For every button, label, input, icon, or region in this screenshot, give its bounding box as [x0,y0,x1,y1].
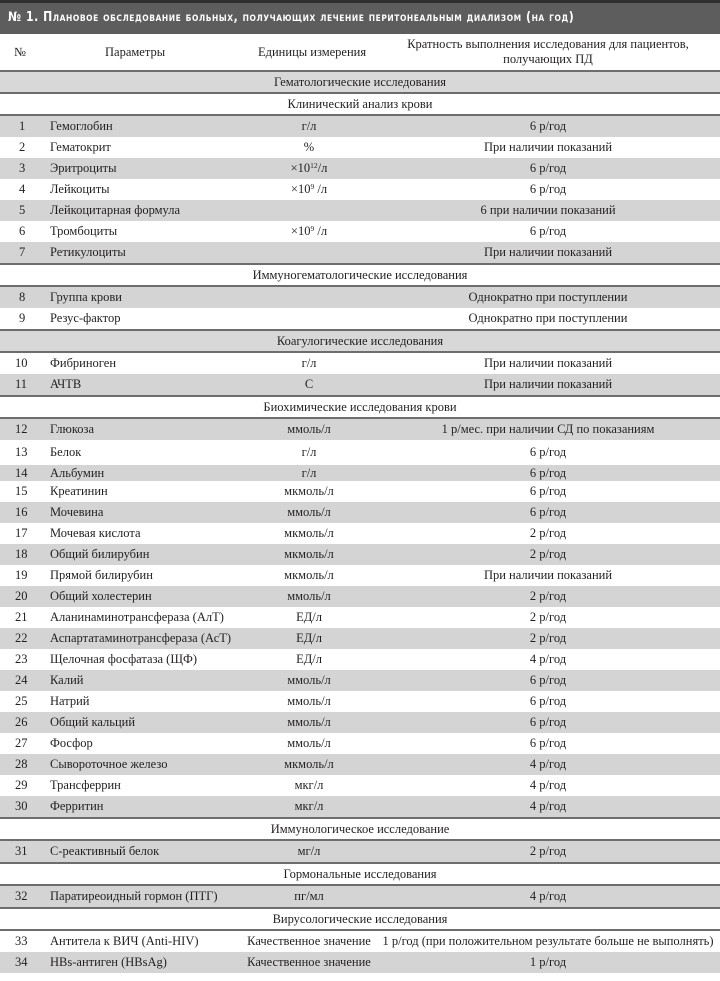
row-parameter: Лейкоцитарная формула [42,200,242,221]
row-parameter: Прямой билирубин [50,568,153,582]
table-title-bar [0,0,720,34]
row-parameter: Общий холестерин [42,586,242,607]
row-frequency: 6 р/год [529,484,567,498]
examination-table [0,34,720,973]
row-number: 16 [0,502,42,523]
row-frequency: При наличии показаний [483,568,613,582]
row-frequency: 2 р/год [376,628,720,649]
unit-exponent: 9 [310,182,315,191]
row-frequency: 1 р/год [376,952,720,973]
row-unit: ммоль/л [242,502,376,523]
row-frequency: 6 р/год [376,502,720,523]
row-frequency: 2 р/год [529,526,567,540]
row-unit [242,179,376,200]
row-frequency: 6 р/год [376,670,720,691]
table-row [0,544,720,565]
header-units: Единицы измерения [242,34,376,71]
table-row [0,179,720,200]
section-title: Гормональные исследования [0,863,720,885]
row-number: 27 [15,736,28,750]
row-parameter: Натрий [50,694,90,708]
row-unit: мкг/л [294,778,324,792]
row-number: 12 [0,418,42,440]
row-parameter: Общий кальций [42,712,242,733]
row-parameter: Мочевина [42,502,242,523]
row-frequency: 4 р/год [529,652,567,666]
section-title: Иммуногематологические исследования [0,264,720,286]
row-unit: г/л [301,445,317,459]
table-row [0,840,720,863]
unit-prefix: ×10 [290,224,311,238]
table-header-row [0,34,720,71]
table-row [0,115,720,137]
row-number: 10 [15,356,28,370]
row-number: 5 [0,200,42,221]
row-parameter: Глюкоза [42,418,242,440]
row-frequency: Однократно при поступлении [376,286,720,308]
section-title: Коагулогические исследования [0,330,720,352]
unit-exponent: 9 [310,224,315,233]
row-unit: ЕД/л [296,652,322,666]
section-row-hematology [0,71,720,93]
row-number: 29 [15,778,28,792]
row-parameter: Тромбоциты [50,224,118,238]
row-unit: г/л [301,356,317,370]
row-frequency: 6 р/год [529,445,567,459]
row-parameter: АЧТВ [42,374,242,396]
row-parameter: С-реактивный белок [42,840,242,863]
row-parameter: Аспартатаминотрансфераза (АсТ) [42,628,242,649]
table-row [0,607,720,628]
row-frequency: 6 при наличии показаний [376,200,720,221]
section-title: Клинический анализ крови [0,93,720,115]
row-parameter: Альбумин [42,465,242,481]
row-parameter: Общий билирубин [42,544,242,565]
table-row [0,754,720,775]
row-parameter: Группа крови [42,286,242,308]
row-number: 34 [0,952,42,973]
row-frequency: При наличии показаний [483,140,613,154]
row-number: 14 [0,465,42,481]
row-parameter: Гематокрит [50,140,111,154]
table-row [0,733,720,754]
table-title: № 1. Плановое обследование больных, получающих лечение перитонеальным диализом (на год) [8,10,575,25]
row-number: 13 [15,445,28,459]
row-number: 17 [15,526,28,540]
row-frequency: 1 р/год (при положительном результате больше не выполнять) [382,934,714,948]
row-frequency: При наличии показаний [376,374,720,396]
row-unit: С [242,374,376,396]
row-number: 19 [15,568,28,582]
row-number: 28 [0,754,42,775]
row-unit: ммоль/л [242,418,376,440]
row-number: 25 [15,694,28,708]
row-frequency: 6 р/год [529,694,567,708]
row-number: 1 [0,115,42,137]
row-frequency: 4 р/год [529,778,567,792]
row-frequency: 4 р/год [376,754,720,775]
row-number: 22 [0,628,42,649]
section-row-immunology [0,818,720,840]
table-row [0,523,720,544]
row-parameter: Антитела к ВИЧ (Anti-HIV) [50,934,199,948]
row-frequency: 6 р/год [376,712,720,733]
table-row [0,796,720,818]
unit-prefix: ×10 [290,161,311,175]
row-frequency: При наличии показаний [376,242,720,264]
section-row-immunohematology [0,264,720,286]
row-frequency: 6 р/год [529,224,567,238]
row-parameter: Мочевая кислота [50,526,141,540]
section-row-virology [0,908,720,930]
row-number: 31 [0,840,42,863]
row-unit: мкмоль/л [284,484,334,498]
row-number: 8 [0,286,42,308]
row-unit [242,286,376,308]
row-unit: ммоль/л [287,694,331,708]
table-row [0,586,720,607]
table-row [0,465,720,481]
table-row [0,628,720,649]
table-row [0,242,720,264]
row-number: 26 [0,712,42,733]
row-number: 30 [0,796,42,818]
row-parameter: HBs-антиген (HBsAg) [42,952,242,973]
row-unit: ммоль/л [242,712,376,733]
table-row [0,374,720,396]
row-unit: мкг/л [242,796,376,818]
table-row [0,670,720,691]
table-row [0,352,720,374]
row-parameter: Лейкоциты [50,182,110,196]
row-parameter: Креатинин [50,484,108,498]
row-unit: мкмоль/л [284,568,334,582]
table-row [0,221,720,242]
row-number: 7 [0,242,42,264]
row-unit: мкмоль/л [284,526,334,540]
section-title: Гематологические исследования [0,71,720,93]
row-parameter: Эритроциты [42,158,242,179]
row-number: 6 [19,224,26,238]
row-unit: ммоль/л [242,586,376,607]
unit-prefix: ×10 [290,182,311,196]
unit-suffix: /л [314,224,328,238]
row-unit: пг/мл [242,885,376,908]
row-unit: мкмоль/л [242,544,376,565]
row-parameter: Ретикулоциты [42,242,242,264]
table-row [0,200,720,221]
row-parameter: Гемоглобин [42,115,242,137]
row-frequency: 4 р/год [376,885,720,908]
row-number: 4 [19,182,26,196]
row-number: 2 [19,140,26,154]
header-number: № [0,34,42,71]
row-unit: Качественное значение [242,952,376,973]
row-frequency: 6 р/год [376,115,720,137]
row-unit: % [303,140,315,154]
row-number: 20 [0,586,42,607]
table-row [0,952,720,973]
row-number: 23 [15,652,28,666]
row-frequency: 2 р/год [376,840,720,863]
row-number: 9 [19,311,26,325]
row-unit [242,221,376,242]
row-parameter: Щелочная фосфатаза (ЩФ) [50,652,197,666]
table-row [0,930,720,952]
section-title: Биохимические исследования крови [0,396,720,418]
row-unit: ЕД/л [296,610,322,624]
table-row [0,502,720,523]
row-frequency: 6 р/год [376,158,720,179]
row-frequency: 6 р/год [529,182,567,196]
row-parameter: Аланинаминотрансфераза (АлТ) [50,610,224,624]
table-row [0,775,720,796]
row-unit: г/л [242,115,376,137]
row-parameter: Фосфор [50,736,93,750]
table-row [0,565,720,586]
section-row-hormonal [0,863,720,885]
row-parameter: Резус-фактор [50,311,121,325]
row-number: 24 [0,670,42,691]
row-frequency: 6 р/год [376,465,720,481]
header-parameters: Параметры [42,34,242,71]
table-row [0,308,720,330]
row-unit: ммоль/л [242,670,376,691]
row-number: 32 [0,885,42,908]
section-row-cbc [0,93,720,115]
row-frequency: 2 р/год [376,544,720,565]
row-number: 33 [15,934,28,948]
row-parameter: Ферритин [42,796,242,818]
row-frequency: При наличии показаний [483,356,613,370]
row-unit: ЕД/л [242,628,376,649]
row-unit [242,308,376,330]
unit-exponent: 12 [310,161,318,170]
table-row [0,712,720,733]
table-row [0,418,720,440]
section-row-coagulation [0,330,720,352]
table-row [0,158,720,179]
row-unit [242,158,376,179]
table-row [0,649,720,670]
row-parameter: Калий [42,670,242,691]
row-unit: ммоль/л [287,736,331,750]
row-parameter: Белок [50,445,82,459]
row-unit: мкмоль/л [242,754,376,775]
section-title: Вирусологические исследования [0,908,720,930]
section-title: Иммунологическое исследование [0,818,720,840]
row-unit: мг/л [242,840,376,863]
table-row [0,481,720,502]
table-row [0,440,720,465]
row-unit [242,242,376,264]
row-parameter: Трансферрин [50,778,121,792]
row-number: 11 [0,374,42,396]
row-parameter: Фибриноген [50,356,117,370]
row-frequency: 6 р/год [529,736,567,750]
section-row-biochemistry [0,396,720,418]
row-frequency: 2 р/год [376,586,720,607]
table-row [0,691,720,712]
row-frequency: 1 р/мес. при наличии СД по показаниям [376,418,720,440]
table-row [0,286,720,308]
row-number: 3 [0,158,42,179]
row-unit: Качественное значение [247,934,371,948]
row-number: 18 [0,544,42,565]
row-unit [242,200,376,221]
row-parameter: Сывороточное железо [42,754,242,775]
row-number: 21 [15,610,28,624]
row-unit: г/л [242,465,376,481]
table-row [0,885,720,908]
table-row [0,137,720,158]
row-frequency: Однократно при поступлении [468,311,628,325]
unit-suffix: /л [317,161,328,175]
row-frequency: 4 р/год [376,796,720,818]
unit-suffix: /л [314,182,328,196]
row-parameter: Паратиреоидный гормон (ПТГ) [42,885,242,908]
row-frequency: 2 р/год [529,610,567,624]
row-number: 15 [15,484,28,498]
header-frequency: Кратность выполнения исследования для пациентов, получающих ПД [376,34,720,71]
